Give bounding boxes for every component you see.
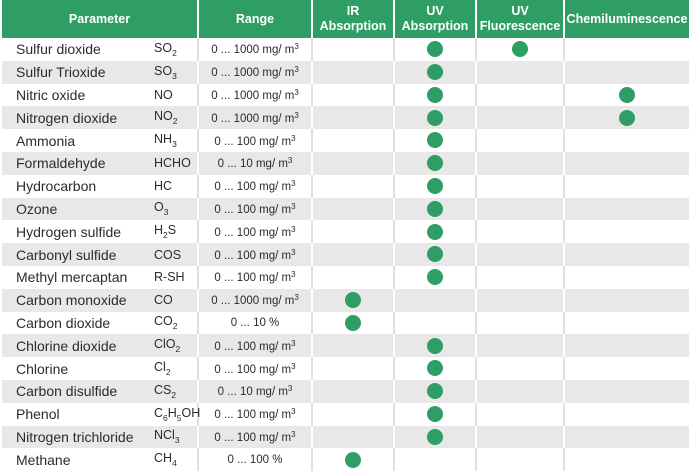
header-ir-line1: IR (346, 4, 360, 18)
range-unit-exponent: 3 (291, 247, 296, 257)
range-value: 0 ... 100 mg/ m (214, 409, 292, 422)
header-uv-line2: Absorption (401, 19, 469, 33)
uv-absorption-dot-icon (427, 201, 443, 217)
chemiluminescence-cell (564, 357, 689, 380)
uv-fluorescence-cell (476, 129, 564, 152)
formula-subscript: 3 (163, 207, 169, 218)
chemiluminescence-cell (564, 243, 689, 266)
range-cell (198, 334, 312, 357)
formula-part1: HC (154, 179, 173, 194)
table-row (2, 266, 689, 289)
ir-absorption-cell (312, 106, 394, 129)
range-unit-exponent: 3 (287, 384, 293, 394)
formula-part1: HCHO (154, 156, 191, 171)
range-cell (198, 380, 312, 403)
uv-absorption-cell (394, 129, 476, 152)
table-row (2, 175, 689, 198)
header-ir-absorption (312, 0, 394, 38)
uv-fluorescence-cell (476, 220, 564, 243)
range-value: 0 ... 10 % (230, 316, 280, 329)
ir-absorption-cell (312, 198, 394, 221)
ir-absorption-cell (312, 403, 394, 426)
uv-fluorescence-cell (476, 312, 564, 335)
range-value: 0 ... 100 mg/ m (214, 135, 292, 148)
formula-subscript: 4 (172, 458, 177, 469)
range-cell (198, 448, 312, 471)
chemical-formula (150, 266, 198, 289)
range-cell (198, 106, 312, 129)
chemiluminescence-dot-icon (619, 110, 635, 126)
uv-fluorescence-cell (476, 61, 564, 84)
uv-fluorescence-cell (476, 426, 564, 449)
uv-fluorescence-cell (476, 380, 564, 403)
chemical-formula (150, 448, 198, 471)
uv-absorption-dot-icon (427, 360, 443, 376)
uv-fluorescence-cell (476, 243, 564, 266)
chemiluminescence-cell (564, 175, 689, 198)
range-unit-exponent: 3 (291, 224, 296, 234)
table-row (2, 334, 689, 357)
parameter-name: Methyl mercaptan (2, 266, 150, 289)
formula-subscript: 2 (172, 47, 177, 58)
chemical-formula (150, 334, 198, 357)
parameter-name: Chlorine dioxide (2, 334, 150, 357)
range-cell (198, 38, 312, 61)
table-row (2, 403, 689, 426)
range-unit-exponent: 3 (294, 110, 299, 120)
ir-absorption-cell (312, 243, 394, 266)
formula-subscript: 6 (163, 412, 168, 423)
chemical-formula (150, 175, 198, 198)
ir-absorption-cell (312, 266, 394, 289)
ir-absorption-cell (312, 175, 394, 198)
chemiluminescence-cell (564, 106, 689, 129)
range-unit-exponent: 3 (291, 338, 296, 348)
formula-subscript: 2 (172, 321, 178, 332)
uv-fluorescence-cell (476, 38, 564, 61)
range-cell (198, 312, 312, 335)
chemiluminescence-cell (564, 448, 689, 471)
ir-absorption-cell (312, 152, 394, 175)
formula-subscript: 2 (172, 116, 178, 127)
ir-absorption-cell (312, 220, 394, 243)
range-unit-exponent: 3 (287, 156, 293, 166)
header-row (2, 0, 689, 38)
parameter-name: Carbonyl sulfide (2, 243, 150, 266)
header-range: Range (198, 0, 312, 38)
chemical-formula (150, 38, 198, 61)
header-uvf-line2: Fluorescence (479, 19, 561, 33)
ir-absorption-cell (312, 38, 394, 61)
table-row (2, 152, 689, 175)
chemiluminescence-cell (564, 152, 689, 175)
chemiluminescence-cell (564, 289, 689, 312)
range-value: 0 ... 100 mg/ m (214, 203, 292, 216)
uv-absorption-cell (394, 380, 476, 403)
range-cell (198, 198, 312, 221)
formula-part1: Cl (154, 360, 166, 375)
formula-part1: SO (154, 63, 173, 78)
chemical-formula (150, 106, 198, 129)
uv-absorption-dot-icon (427, 155, 443, 171)
range-cell (198, 426, 312, 449)
chemiluminescence-cell (564, 403, 689, 426)
uv-absorption-cell (394, 403, 476, 426)
parameter-name: Ozone (2, 198, 150, 221)
parameter-name: Hydrocarbon (2, 175, 150, 198)
uv-absorption-dot-icon (427, 64, 443, 80)
range-value: 0 ... 1000 mg/ m (211, 295, 295, 308)
uv-absorption-cell (394, 198, 476, 221)
range-cell (198, 61, 312, 84)
formula-subscript: 3 (172, 139, 177, 150)
range-value: 0 ... 1000 mg/ m (211, 67, 295, 80)
range-cell (198, 266, 312, 289)
range-cell (198, 175, 312, 198)
uv-absorption-dot-icon (427, 41, 443, 57)
uv-fluorescence-cell (476, 403, 564, 426)
uv-absorption-dot-icon (427, 429, 443, 445)
range-unit-exponent: 3 (291, 361, 296, 371)
table-row (2, 220, 689, 243)
uv-absorption-dot-icon (427, 406, 443, 422)
ir-absorption-dot-icon (345, 315, 361, 331)
formula-part1: CS (154, 382, 172, 397)
uv-absorption-cell (394, 289, 476, 312)
range-cell (198, 220, 312, 243)
uv-absorption-dot-icon (427, 87, 443, 103)
uv-absorption-cell (394, 175, 476, 198)
uv-fluorescence-cell (476, 152, 564, 175)
parameter-name: Methane (2, 448, 150, 471)
uv-absorption-dot-icon (427, 110, 443, 126)
ir-absorption-cell (312, 334, 394, 357)
uv-fluorescence-cell (476, 448, 564, 471)
chemical-formula (150, 198, 198, 221)
formula-part1: NCl (154, 428, 175, 443)
measurement-table (2, 0, 689, 471)
range-value: 0 ... 100 mg/ m (214, 340, 292, 353)
chemiluminescence-cell (564, 426, 689, 449)
ir-absorption-cell (312, 357, 394, 380)
uv-absorption-dot-icon (427, 383, 443, 399)
table-row (2, 312, 689, 335)
uv-fluorescence-cell (476, 334, 564, 357)
uv-fluorescence-cell (476, 289, 564, 312)
formula-part1: COS (154, 247, 182, 262)
parameter-name: Carbon disulfide (2, 380, 150, 403)
range-value: 0 ... 100 mg/ m (214, 272, 292, 285)
range-cell (198, 152, 312, 175)
uv-fluorescence-cell (476, 357, 564, 380)
range-value: 0 ... 10 mg/ m (217, 158, 288, 171)
range-cell (198, 243, 312, 266)
chemical-formula (150, 84, 198, 107)
header-ir-line2: Absorption (319, 19, 387, 33)
parameter-name: Carbon dioxide (2, 312, 150, 335)
formula-part1: CO (154, 293, 173, 308)
range-unit-exponent: 3 (294, 293, 299, 303)
chemiluminescence-cell (564, 334, 689, 357)
table-row (2, 198, 689, 221)
formula-subscript: 2 (171, 389, 177, 400)
range-value: 0 ... 100 mg/ m (214, 363, 292, 376)
range-unit-exponent: 3 (291, 179, 296, 189)
range-cell (198, 403, 312, 426)
uv-absorption-cell (394, 61, 476, 84)
ir-absorption-cell (312, 380, 394, 403)
parameter-name: Formaldehyde (2, 152, 150, 175)
formula-subscript: 3 (172, 70, 177, 81)
chemiluminescence-cell (564, 220, 689, 243)
uv-absorption-cell (394, 220, 476, 243)
formula-part1: NO (154, 87, 173, 102)
chemical-formula (150, 380, 198, 403)
chemiluminescence-cell (564, 312, 689, 335)
range-unit-exponent: 3 (294, 87, 299, 97)
formula-subscript: 2 (163, 230, 168, 241)
uv-absorption-cell (394, 266, 476, 289)
uv-fluorescence-cell (476, 198, 564, 221)
uv-fluorescence-dot-icon (512, 41, 528, 57)
table-row (2, 380, 689, 403)
table-row (2, 106, 689, 129)
uv-fluorescence-cell (476, 266, 564, 289)
table-body (2, 38, 689, 471)
ir-absorption-dot-icon (345, 452, 361, 468)
chemical-formula (150, 426, 198, 449)
range-value: 0 ... 100 mg/ m (214, 249, 292, 262)
formula-part1: NH (154, 132, 173, 147)
parameter-name: Sulfur dioxide (2, 38, 150, 61)
ir-absorption-cell (312, 289, 394, 312)
uv-absorption-dot-icon (427, 246, 443, 262)
ir-absorption-cell (312, 448, 394, 471)
formula-subscript: 2 (165, 367, 171, 378)
range-value: 0 ... 100 mg/ m (214, 431, 292, 444)
parameter-name: Nitrogen dioxide (2, 106, 150, 129)
range-value: 0 ... 100 mg/ m (214, 226, 292, 239)
table-row (2, 448, 689, 471)
formula-part2: S (167, 223, 177, 238)
formula-part1: ClO (154, 337, 176, 352)
range-unit-exponent: 3 (291, 201, 296, 211)
uv-absorption-cell (394, 38, 476, 61)
chemical-formula (150, 61, 198, 84)
header-uv-absorption (394, 0, 476, 38)
range-unit-exponent: 3 (291, 133, 296, 143)
formula-part1: CH (154, 451, 173, 466)
uv-absorption-cell (394, 357, 476, 380)
uv-absorption-cell (394, 334, 476, 357)
ir-absorption-cell (312, 426, 394, 449)
formula-part1: R-SH (154, 270, 185, 285)
chemiluminescence-cell (564, 38, 689, 61)
range-cell (198, 357, 312, 380)
chemiluminescence-cell (564, 198, 689, 221)
uv-fluorescence-cell (476, 106, 564, 129)
uv-absorption-cell (394, 448, 476, 471)
ir-absorption-cell (312, 61, 394, 84)
formula-part3: OH (181, 405, 201, 420)
range-value: 0 ... 100 mg/ m (214, 181, 292, 194)
range-value: 0 ... 1000 mg/ m (211, 89, 295, 102)
range-unit-exponent: 3 (291, 429, 296, 439)
uv-fluorescence-cell (476, 84, 564, 107)
uv-absorption-dot-icon (427, 338, 443, 354)
ir-absorption-cell (312, 84, 394, 107)
ir-absorption-cell (312, 312, 394, 335)
range-cell (198, 129, 312, 152)
header-parameter: Parameter (2, 0, 198, 38)
chemical-formula (150, 357, 198, 380)
uv-fluorescence-cell (476, 175, 564, 198)
table-row (2, 129, 689, 152)
formula-part1: C (154, 405, 164, 420)
table-row (2, 61, 689, 84)
parameter-name: Carbon monoxide (2, 289, 150, 312)
formula-part1: O (154, 200, 164, 215)
uv-absorption-cell (394, 312, 476, 335)
range-value: 0 ... 10 mg/ m (217, 386, 288, 399)
chemiluminescence-dot-icon (619, 87, 635, 103)
uv-absorption-cell (394, 152, 476, 175)
chemical-formula (150, 312, 198, 335)
chemical-formula (150, 289, 198, 312)
uv-absorption-dot-icon (427, 224, 443, 240)
table-row (2, 84, 689, 107)
formula-subscript2: 5 (176, 412, 182, 423)
header-uv-fluorescence (476, 0, 564, 38)
range-value: 0 ... 1000 mg/ m (211, 112, 295, 125)
header-uvf-line1: UV (511, 4, 529, 18)
header-chemiluminescence: Chemiluminescence (564, 0, 689, 38)
parameter-name: Hydrogen sulfide (2, 220, 150, 243)
chemical-formula (150, 243, 198, 266)
formula-subscript: 2 (175, 344, 181, 355)
uv-absorption-dot-icon (427, 132, 443, 148)
table-row (2, 38, 689, 61)
range-value: 0 ... 100 % (227, 453, 283, 466)
formula-part1: H (154, 223, 164, 238)
uv-absorption-cell (394, 243, 476, 266)
table-row (2, 357, 689, 380)
header-uv-line1: UV (426, 4, 444, 18)
formula-part1: CO (154, 314, 173, 329)
chemiluminescence-cell (564, 380, 689, 403)
chemical-formula (150, 220, 198, 243)
chemiluminescence-cell (564, 129, 689, 152)
range-unit-exponent: 3 (294, 65, 299, 75)
uv-absorption-cell (394, 84, 476, 107)
ir-absorption-cell (312, 129, 394, 152)
parameter-name: Chlorine (2, 357, 150, 380)
uv-absorption-dot-icon (427, 269, 443, 285)
ir-absorption-dot-icon (345, 292, 361, 308)
chemical-formula (150, 152, 198, 175)
range-cell (198, 289, 312, 312)
chemical-formula (150, 403, 201, 426)
range-unit-exponent: 3 (291, 270, 296, 280)
uv-absorption-cell (394, 106, 476, 129)
table-row (2, 243, 689, 266)
table-row (2, 289, 689, 312)
chemiluminescence-cell (564, 266, 689, 289)
formula-part1: NO (154, 109, 173, 124)
parameter-name: Ammonia (2, 129, 150, 152)
chemiluminescence-cell (564, 61, 689, 84)
table-row (2, 426, 689, 449)
range-cell (198, 84, 312, 107)
parameter-name: Sulfur Trioxide (2, 61, 150, 84)
parameter-name: Nitric oxide (2, 84, 150, 107)
chemical-formula (150, 129, 198, 152)
parameter-name: Nitrogen trichloride (2, 426, 150, 449)
formula-subscript: 3 (174, 435, 180, 446)
range-value: 0 ... 1000 mg/ m (211, 44, 295, 57)
parameter-name: Phenol (2, 403, 150, 426)
formula-part2: H (167, 405, 177, 420)
uv-absorption-dot-icon (427, 178, 443, 194)
range-unit-exponent: 3 (291, 407, 296, 417)
formula-part1: SO (154, 40, 173, 55)
uv-absorption-cell (394, 426, 476, 449)
chemiluminescence-cell (564, 84, 689, 107)
range-unit-exponent: 3 (294, 42, 299, 52)
